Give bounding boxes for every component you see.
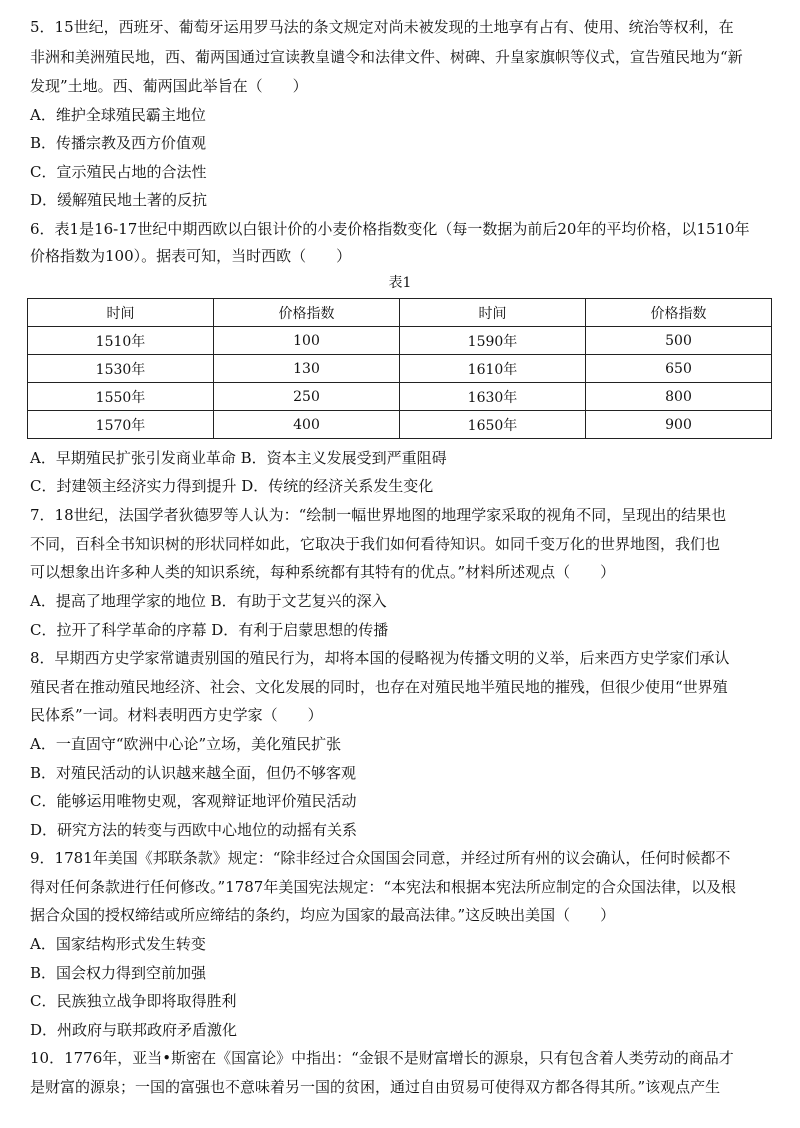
table-row <box>28 411 772 439</box>
question-7-stem-line: 可以想象出许多种人类的知识系统，每种系统都有其特有的优点。”材料所述观点（ ） <box>30 563 616 581</box>
table-cell: 1550年 <box>28 383 214 411</box>
table-cell: 1650年 <box>400 411 586 439</box>
question-9-option-c: C．民族独立战争即将取得胜利 <box>30 992 237 1010</box>
question-8-option-c: C．能够运用唯物史观，客观辩证地评价殖民活动 <box>30 792 357 810</box>
question-5-stem-line: 非洲和美洲殖民地，西、葡两国通过宣读教皇谴令和法律文件、树碑、升皇家旗帜等仪式，宣告殖民地为“新 <box>30 48 743 66</box>
question-8-option-a: A．一直固守“欧洲中心论”立场，美化殖民扩张 <box>30 735 342 753</box>
question-8-option-d: D．研究方法的转变与西欧中心地位的动摇有关系 <box>30 821 358 839</box>
table-cell: 1610年 <box>400 355 586 383</box>
table-cell: 250 <box>214 383 400 411</box>
question-8-stem-line: 8．早期西方史学家常谴责别国的殖民行为，却将本国的侵略视为传播文明的义举，后来西方史学家们承认 <box>30 649 730 667</box>
question-5-option-a: A．维护全球殖民霸主地位 <box>30 106 206 124</box>
table-row <box>28 383 772 411</box>
question-6-stem-line: 6．表1是16-17世纪中期西欧以白银计价的小麦价格指数变化（每一数据为前后20年的平均价格，以1510年 <box>30 220 750 238</box>
table-cell: 650 <box>586 355 772 383</box>
table-header-cell: 价格指数 <box>586 299 772 327</box>
question-5-option-b: B．传播宗教及西方价值观 <box>30 134 207 152</box>
question-6-options-ab: A．早期殖民扩张引发商业革命 B．资本主义发展受到严重阻碍 <box>30 449 447 467</box>
question-7-stem-line: 不同，百科全书知识树的形状同样如此，它取决于我们如何看待知识。如同千变万化的世界地图，我们也 <box>30 535 721 553</box>
question-6-options-cd: C．封建领主经济实力得到提升 D．传统的经济关系发生变化 <box>30 477 434 495</box>
table-cell: 400 <box>214 411 400 439</box>
question-7-options-ab: A．提高了地理学家的地位 B．有助于文艺复兴的深入 <box>30 592 387 610</box>
question-8-option-b: B．对殖民活动的认识越来越全面，但仍不够客观 <box>30 764 357 782</box>
table-cell: 1530年 <box>28 355 214 383</box>
question-9-option-d: D．州政府与联邦政府矛盾激化 <box>30 1021 238 1039</box>
table-row <box>28 355 772 383</box>
question-5-stem-line: 5．15世纪，西班牙、葡萄牙运用罗马法的条文规定对尚未被发现的土地享有占有、使用、统治等权利，在 <box>30 18 734 36</box>
table-caption: 表1 <box>388 275 412 291</box>
question-7-options-cd: C．拉开了科学革命的序幕 D．有利于启蒙思想的传播 <box>30 621 389 639</box>
table-cell: 1630年 <box>400 383 586 411</box>
table-cell: 900 <box>586 411 772 439</box>
table-cell: 1510年 <box>28 327 214 355</box>
table-row <box>28 327 772 355</box>
table-header-cell: 时间 <box>28 299 214 327</box>
table-cell: 500 <box>586 327 772 355</box>
question-9-option-b: B．国会权力得到空前加强 <box>30 964 207 982</box>
question-5-option-c: C．宣示殖民占地的合法性 <box>30 163 207 181</box>
table-cell: 100 <box>214 327 400 355</box>
question-9-stem-line: 得对任何条款进行任何修改。”1787年美国宪法规定：“本宪法和根据本宪法所应制定的合众国法律，以及根 <box>30 878 737 896</box>
question-10-stem-line: 是财富的源泉；一国的富强也不意味着另一国的贫困，通过自由贸易可使得双方都各得其所。”该观点产生 <box>30 1078 721 1096</box>
table-cell: 1570年 <box>28 411 214 439</box>
table-cell: 1590年 <box>400 327 586 355</box>
question-9-stem-line: 据合众国的授权缔结或所应缔结的条约，均应为国家的最高法律。”这反映出美国（ ） <box>30 906 616 924</box>
table-header-cell: 价格指数 <box>214 299 400 327</box>
table-header-cell: 时间 <box>400 299 586 327</box>
question-10-stem-line: 10．1776年，亚当•斯密在《国富论》中指出：“金银不是财富增长的源泉，只有包含着人类劳动的商品才 <box>30 1049 734 1067</box>
price-index-table <box>27 298 772 439</box>
question-8-stem-line: 民体系”一词。材料表明西方史学家（ ） <box>30 706 323 724</box>
question-9-option-a: A．国家结构形式发生转变 <box>30 935 206 953</box>
question-9-stem-line: 9．1781年美国《邦联条款》规定：“除非经过合众国国会同意，并经过所有州的议会确认，任何时候都不 <box>30 849 731 867</box>
question-6-stem-line: 价格指数为100）。据表可知，当时西欧（ ） <box>30 247 352 265</box>
question-5-stem-line: 发现”土地。西、葡两国此举旨在（ ） <box>30 77 308 95</box>
question-5-option-d: D．缓解殖民地土著的反抗 <box>30 191 208 209</box>
table-cell: 800 <box>586 383 772 411</box>
question-8-stem-line: 殖民者在推动殖民地经济、社会、文化发展的同时，也存在对殖民地半殖民地的摧残，但很少使用“世界殖 <box>30 678 728 696</box>
question-7-stem-line: 7．18世纪，法国学者狄德罗等人认为：“绘制一幅世界地图的地理学家采取的视角不同，呈现出的结果也 <box>30 506 727 524</box>
table-header-row <box>28 299 772 327</box>
table-cell: 130 <box>214 355 400 383</box>
